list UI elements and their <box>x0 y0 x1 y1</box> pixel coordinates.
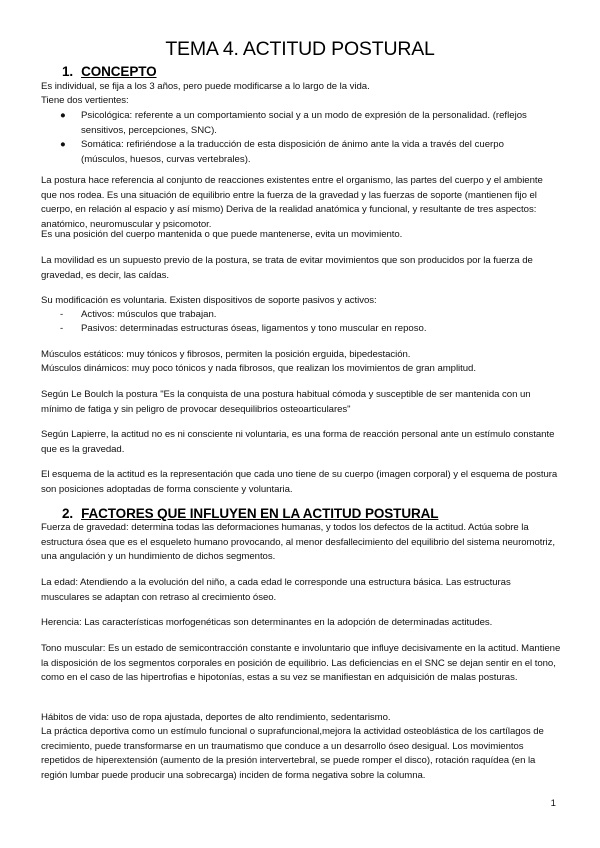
bullet-text: Somática: refiriéndose a la traducción de esta disposición de ánimo ante la vida a través del cuerpo (músculos, huesos, curvas vertebrales). <box>81 139 504 165</box>
paragraph: Es una posición del cuerpo mantenida o que puede mantenerse, evita un movimiento. <box>41 229 403 240</box>
paragraph: Es individual, se fija a los 3 años, pero puede modificarse a lo largo de la vida. <box>41 81 370 92</box>
page-number: 1 <box>550 798 556 809</box>
section-heading-factores <box>62 506 438 521</box>
bullet-icon: ● <box>60 110 66 121</box>
paragraph: Tiene dos vertientes: <box>41 95 129 106</box>
bullet-icon: ● <box>60 139 66 150</box>
dash-text: Pasivos: determinadas estructuras óseas, ligamentos y tono muscular en reposo. <box>81 323 427 334</box>
paragraph: La edad: Atendiendo a la evolución del niño, a cada edad le corresponde una estructura básica. Las estructuras musculares se adaptan con retraso al crecimiento óseo. <box>41 577 511 603</box>
section-title: CONCEPTO <box>81 64 157 79</box>
paragraph: El esquema de la actitud es la representación que cada uno tiene de su cuerpo (imagen corporal) y el esquema de postura son posiciones adoptadas de forma consciente y voluntaria. <box>41 469 558 495</box>
paragraph: Hábitos de vida: uso de ropa ajustada, deportes de alto rendimiento, sedentarismo. <box>41 712 391 723</box>
paragraph: La práctica deportiva como un estímulo funcional o suprafuncional,mejora la actividad osteoblástica de los cartílagos de crecimiento, puede transformarse en un traumatismo que conduce a un desarrollo óseo desigual. Los movimientos repetidos de hiperextensión (aumento de la presión intervertebral, se puede romper el disco), rotación raquídea (en la región lumbar puede producir una sobrecarga) inciden de forma negativa sobre la columna. <box>41 726 544 781</box>
paragraph: Tono muscular: Es un estado de semicontracción constante e involuntario que influye decisivamente en la actitud. Mantiene la disposición de los segmentos corporales en posición de equilibrio. Las deficiencias en el SNC se dejan sentir en el tono, como en el caso de las hipertrofias e hipotonías, estas a su vez se manifiestan en adquisición de malas posturas. <box>41 643 561 684</box>
section-number: 2. <box>62 506 74 521</box>
document-title: TEMA 4. ACTITUD POSTURAL <box>165 38 435 60</box>
paragraph: Herencia: Las características morfogenéticas son determinantes en la adopción de determinadas actitudes. <box>41 617 493 628</box>
dash-icon: - <box>60 309 64 320</box>
dash-text: Activos: músculos que trabajan. <box>81 309 217 320</box>
paragraph: Fuerza de gravedad: determina todas las deformaciones humanas, y todos los defectos de la actitud. Actúa sobre la estructura ósea que es el esqueleto humano provocando, al menor desfallecimiento del equilibrio del sistema neuromotriz, una angulación y un hundimiento de dichos segmentos. <box>41 522 555 563</box>
bullet-text: Psicológica: referente a un comportamiento social y a un modo de expresión de la personalidad. (reflejos sensitivos, percepciones, SNC). <box>81 110 527 136</box>
section-title: FACTORES QUE INFLUYEN EN LA ACTITUD POSTURAL <box>81 506 439 521</box>
paragraph: Su modificación es voluntaria. Existen dispositivos de soporte pasivos y activos: <box>41 295 377 306</box>
quote-paragraph: Según Le Boulch la postura "Es la conquista de una postura habitual cómoda y susceptible de ser mantenida con un mínimo de fatiga y sin peligro de provocar desequilibrios osteoarticulares" <box>41 389 531 415</box>
paragraph: Músculos dinámicos: muy poco tónicos y nada fibrosos, que realizan los movimientos de gran amplitud. <box>41 363 476 374</box>
dash-icon: - <box>60 323 64 334</box>
paragraph: Músculos estáticos: muy tónicos y fibrosos, permiten la posición erguida, bipedestación. <box>41 349 411 360</box>
section-number: 1. <box>62 64 74 79</box>
paragraph: La postura hace referencia al conjunto de reacciones existentes entre el organismo, las partes del cuerpo y el ambiente que nos rodea. Es una situación de equilibrio entre la fuerza de la gravedad y las fuerzas de soporte (mantienen fijo el cuerpo, en relación al espacio y así mismo) Deriva de la realidad anatómica y funcional, y resultante de tres aspectos: anatómico, neuromuscular y psicomotor. <box>41 175 543 230</box>
section-heading-concepto <box>62 64 157 79</box>
paragraph: Según Lapierre, la actitud no es ni consciente ni voluntaria, es una forma de reacción personal ante un estímulo constante que es la gravedad. <box>41 429 555 455</box>
paragraph: La movilidad es un supuesto previo de la postura, se trata de evitar movimientos que son producidos por la fuerza de gravedad, es decir, las caídas. <box>41 255 533 281</box>
